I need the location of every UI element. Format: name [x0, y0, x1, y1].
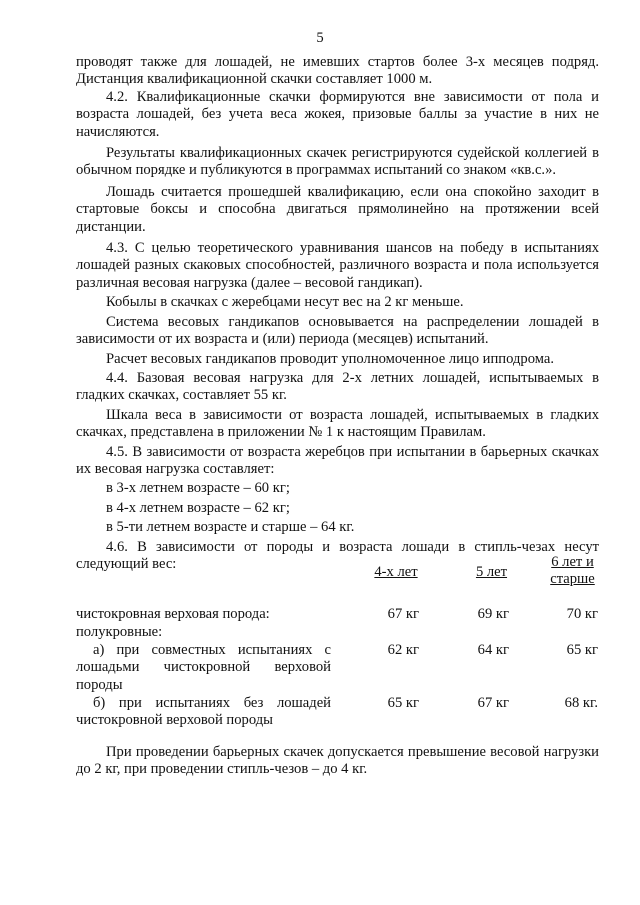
weights-table	[76, 554, 599, 729]
page-number: 5	[316, 30, 324, 46]
row-label: а) при совместных испытаниях с лошадьми чистокровной верховой породы	[76, 642, 331, 693]
paragraph-4-2: 4.2. Квалификационные скачки формируются вне зависимости от пола и возраста лошадей, без учета веса жокея, призовые баллы за участие в них не начисляются.	[76, 88, 599, 140]
paragraph-continuation: проводят также для лошадей, не имевших стартов более 3-х месяцев подряд. Дистанция квалификационной скачки составляет 1000 м.	[76, 54, 599, 88]
document-body	[76, 54, 599, 573]
paragraph-final: При проведении барьерных скачек допускается превышение весовой нагрузки до 2 кг, при проведении стипль-чезов – до 4 кг.	[76, 744, 599, 778]
paragraph-4-4: 4.4. Базовая весовая нагрузка для 2-х летних лошадей, испытываемых в гладких скачках, составляет 55 кг.	[76, 369, 599, 404]
paragraph-results: Результаты квалификационных скачек регистрируются судейской коллегией в обычном порядке и публикуются в программах испытаний со знаком «кв.с.».	[76, 145, 599, 179]
list-item-4yo: в 4-х летнем возрасте – 62 кг;	[106, 499, 290, 516]
paragraph-4-6: 4.6. В зависимости от породы и возраста лошади в стипль-чезах несут следующий вес:	[76, 538, 599, 572]
paragraph-4-5: 4.5. В зависимости от возраста жеребцов при испытании в барьерных скачках их весовая нагрузка составляет:	[76, 443, 599, 477]
column-header-5yo: 5 лет	[475, 564, 508, 580]
paragraph-weight-scale: Шкала веса в зависимости от возраста лошадей, испытываемых в гладких скачках, представлена в приложении № 1 к настоящим Правилам.	[76, 406, 599, 441]
row-label: чистокровная верховая порода:	[76, 606, 270, 622]
cell-value: 68 кг.	[564, 695, 598, 711]
cell-value: 69 кг	[477, 606, 509, 622]
column-header-6yo-plus: 6 лет и старше	[550, 554, 595, 588]
column-header-4yo: 4-х лет	[374, 564, 418, 580]
weights-table-header	[76, 554, 599, 594]
cell-value: 64 кг	[477, 642, 509, 658]
paragraph-4-3: 4.3. С целью теоретического уравнивания шансов на победу в испытаниях лошадей разных скаковых способностей, различного возраста и пола используется различная весовая нагрузка (далее – весовой гандикап).	[76, 240, 599, 291]
paragraph-handicap-calc: Расчет весовых гандикапов проводит уполномоченное лицо ипподрома.	[106, 350, 554, 367]
row-label: полукровные:	[76, 624, 163, 640]
paragraph-handicap-system: Система весовых гандикапов основывается на распределении лошадей в зависимости от их возраста и (или) периода (месяцев) испытаний.	[76, 313, 599, 348]
paragraph-mares: Кобылы в скачках с жеребцами несут вес на 2 кг меньше.	[106, 294, 464, 311]
cell-value: 70 кг	[566, 606, 598, 622]
row-label: б) при испытаниях без лошадей чистокровной верховой породы	[76, 695, 331, 729]
cell-value: 62 кг	[387, 642, 419, 658]
cell-value: 65 кг	[566, 642, 598, 658]
paragraph-qualification: Лошадь считается прошедшей квалификацию, если она спокойно заходит в стартовые боксы и способна двигаться прямолинейно на протяжении всей дистанции.	[76, 183, 599, 235]
cell-value: 67 кг	[477, 695, 509, 711]
list-item-3yo: в 3-х летнем возрасте – 60 кг;	[106, 480, 290, 497]
cell-value: 65 кг	[387, 695, 419, 711]
list-item-5yo: в 5-ти летнем возрасте и старше – 64 кг.	[106, 519, 355, 536]
cell-value: 67 кг	[387, 606, 419, 622]
